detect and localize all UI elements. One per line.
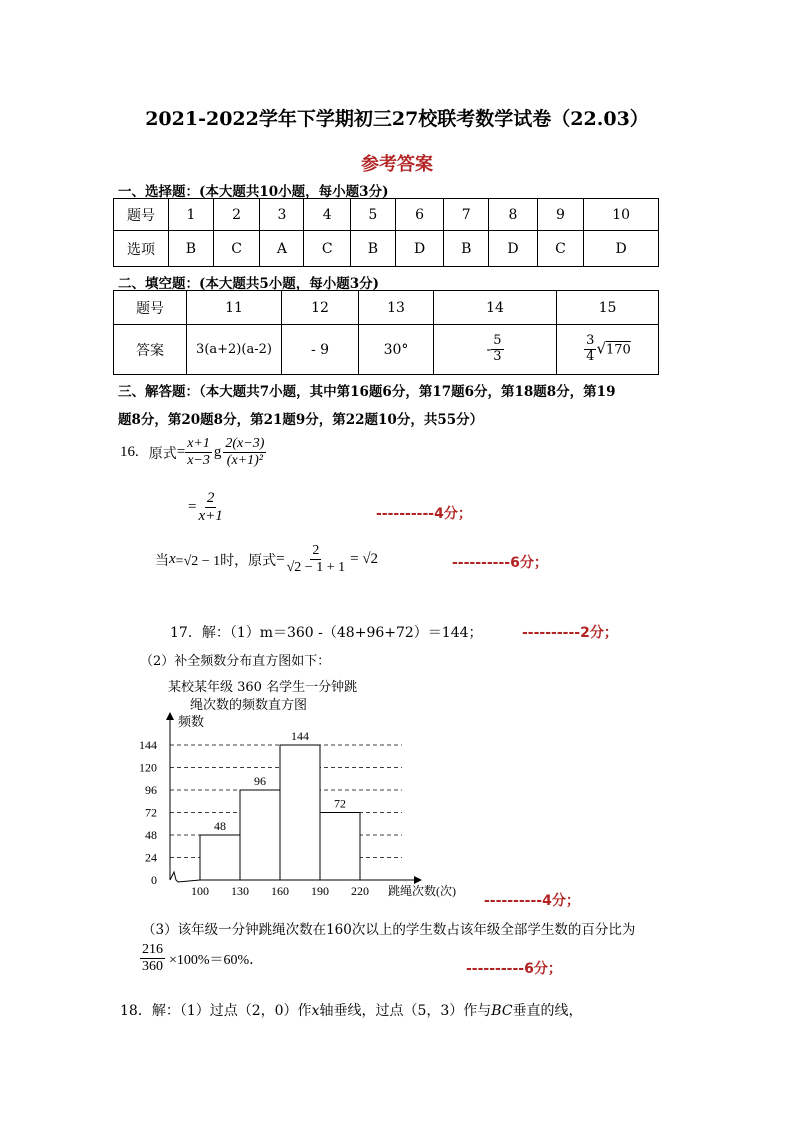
- q16-line1: [120, 436, 266, 469]
- choice-answer: D: [395, 231, 444, 267]
- fill-number: 15: [557, 291, 659, 325]
- fill-number: 13: [359, 291, 434, 325]
- g-symbol: g: [213, 444, 222, 461]
- histogram-bar: [280, 745, 320, 880]
- fraction-denominator: x−3: [187, 453, 210, 469]
- choice-answer-label: 选项: [114, 231, 169, 267]
- x-axis-label: 跳绳次数(次): [388, 884, 456, 898]
- choice-number: 4: [304, 199, 351, 231]
- choice-answer: B: [350, 231, 395, 267]
- fill-answer-row: [114, 325, 659, 375]
- choice-answer-row: [114, 231, 659, 267]
- choice-answer: A: [260, 231, 304, 267]
- choice-answer: D: [489, 231, 538, 267]
- fill-answer-15: [557, 325, 659, 375]
- q18-line1: [120, 1000, 583, 1020]
- x-tick-label: 160: [271, 884, 289, 898]
- q17-line1: 17．解：（1）m＝360 -（48+96+72）＝144；: [170, 625, 483, 641]
- fraction-numerator: 2(x−3): [223, 436, 266, 453]
- x-tick-label: 100: [191, 884, 209, 898]
- chart-title-line2: 绳次数的频数直方图: [190, 698, 308, 713]
- fill-answer-12: - 9: [282, 325, 359, 375]
- histogram-bar: [240, 790, 280, 880]
- y-tick-label: 24: [145, 850, 157, 865]
- q17-line3: （3）该年级一分钟跳绳次数在160次以上的学生数占该年级全部学生数的百分比为: [142, 922, 636, 938]
- segment-bc: BC: [491, 1003, 513, 1019]
- fill-answer-label: 答案: [114, 325, 187, 375]
- radicand: 170: [606, 342, 631, 358]
- histogram-bar: [200, 835, 240, 880]
- q18-text-b: 轴垂线，过点（5，3）作与: [319, 1003, 492, 1019]
- fill-number-row: [114, 291, 659, 325]
- fill-answer-11: 3(a+2)(a-2): [187, 325, 282, 375]
- fraction-numerator: 2: [205, 490, 217, 508]
- when-label: 当: [155, 553, 169, 569]
- choice-answer: C: [537, 231, 584, 267]
- fill-number: 11: [187, 291, 282, 325]
- bar-value-label: 144: [291, 729, 309, 743]
- score-mark: ----------6分；: [466, 961, 562, 977]
- choice-number: 3: [260, 199, 304, 231]
- x-tick-label: 130: [231, 884, 249, 898]
- page-title: 2021-2022学年下学期初三27校联考数学试卷（22.03）: [145, 108, 649, 130]
- section3-heading-line1: 三、解答题：（本大题共7小题，其中第16题6分，第17题6分，第18题8分，第19: [118, 384, 616, 400]
- equals-sign: =: [176, 444, 186, 461]
- q16-line2: [188, 490, 225, 526]
- bar-value-label: 48: [214, 819, 226, 833]
- y-origin-label: 0: [151, 873, 157, 887]
- equals-sign: =: [188, 499, 197, 516]
- choice-number: 7: [444, 199, 489, 231]
- x-tick-label: 190: [311, 884, 329, 898]
- q16-result: = √2: [350, 551, 379, 568]
- fraction-denominator: 360: [142, 959, 163, 975]
- q16-line3: [155, 543, 378, 576]
- sqrt-symbol: √: [596, 339, 606, 358]
- y-tick-label: 96: [145, 783, 157, 797]
- chart-title-line1: 某校某年级 360 名学生一分钟跳: [168, 680, 358, 695]
- fraction-numerator: 3: [586, 333, 595, 349]
- fill-number: 12: [282, 291, 359, 325]
- score-mark: ----------4分；: [376, 506, 472, 522]
- score-mark: ----------4分；: [484, 893, 580, 909]
- section2-heading: 二、填空题：(本大题共5小题，每小题3分): [118, 276, 380, 292]
- section1-heading: 一、选择题：(本大题共10小题，每小题3分): [118, 184, 389, 200]
- y-tick-label: 48: [145, 828, 157, 842]
- histogram-bar: [320, 813, 360, 881]
- variable-x: x: [169, 551, 176, 568]
- y-tick-label: 144: [139, 738, 157, 752]
- y-axis-label: 频数: [178, 714, 205, 729]
- choice-number: 5: [350, 199, 395, 231]
- choice-answer-table: [113, 198, 659, 267]
- fraction-numerator: 216: [140, 942, 165, 959]
- equals-sign: =: [276, 551, 285, 568]
- choice-answer: D: [584, 231, 659, 267]
- fraction-numerator: 2: [310, 543, 321, 560]
- choice-number: 8: [489, 199, 538, 231]
- q17-tail: ×100%＝60%．: [169, 952, 264, 968]
- x-axis-arrow: [414, 876, 422, 884]
- x-tick-label: 220: [351, 884, 369, 898]
- q18-text-c: 垂直的线，: [512, 1003, 583, 1019]
- q17-line4: [140, 942, 263, 975]
- fill-answer-13: 30°: [359, 325, 434, 375]
- minus-sign: -: [486, 341, 492, 358]
- q18-text-a: 18．解：（1）过点（2，0）作: [120, 1003, 312, 1019]
- choice-answer: C: [304, 231, 351, 267]
- choice-number-row: [114, 199, 659, 231]
- choice-number: 9: [537, 199, 584, 231]
- choice-number: 1: [169, 199, 214, 231]
- choice-number: 6: [395, 199, 444, 231]
- bar-value-label: 72: [334, 796, 346, 811]
- fill-answer-14: [434, 325, 557, 375]
- choice-answer: B: [169, 231, 214, 267]
- histogram-chart: [130, 708, 470, 898]
- section3-heading-line2: 题8分，第20题8分，第21题9分，第22题10分，共55分）: [118, 412, 484, 428]
- score-mark: ----------6分；: [452, 555, 548, 571]
- x-axis-break: [170, 872, 200, 882]
- variable-x: x: [311, 1003, 320, 1019]
- y-axis-arrow: [166, 712, 174, 720]
- fill-number: 14: [434, 291, 557, 325]
- q16-lead: 原式: [248, 553, 277, 569]
- fraction-denominator: 3: [493, 349, 502, 364]
- fraction-denominator: √2 − 1 + 1: [286, 560, 346, 576]
- x-value: =√2 − 1时，: [175, 553, 249, 569]
- choice-answer: B: [444, 231, 489, 267]
- choice-answer: C: [213, 231, 260, 267]
- bar-value-label: 96: [254, 774, 266, 788]
- choice-number: 10: [584, 199, 659, 231]
- fraction-numerator: 5: [493, 333, 502, 349]
- page-subtitle: 参考答案: [361, 154, 433, 175]
- fill-header-label: 题号: [114, 291, 187, 325]
- q16-lead: 原式: [148, 446, 177, 462]
- q17-line2: （2）补全频数分布直方图如下：: [140, 654, 331, 669]
- choice-number: 2: [213, 199, 260, 231]
- y-tick-label: 72: [145, 805, 157, 820]
- question-number: 16.: [120, 444, 139, 461]
- y-tick-label: 120: [139, 760, 157, 775]
- fill-answer-table: [113, 290, 659, 375]
- fraction-numerator: x+1: [185, 436, 212, 453]
- fraction-denominator: 4: [586, 349, 595, 364]
- fraction-denominator: x+1: [198, 508, 223, 525]
- choice-header-label: 题号: [114, 199, 169, 231]
- fraction-denominator: (x+1)²: [226, 453, 263, 469]
- score-mark: ----------2分；: [522, 625, 618, 641]
